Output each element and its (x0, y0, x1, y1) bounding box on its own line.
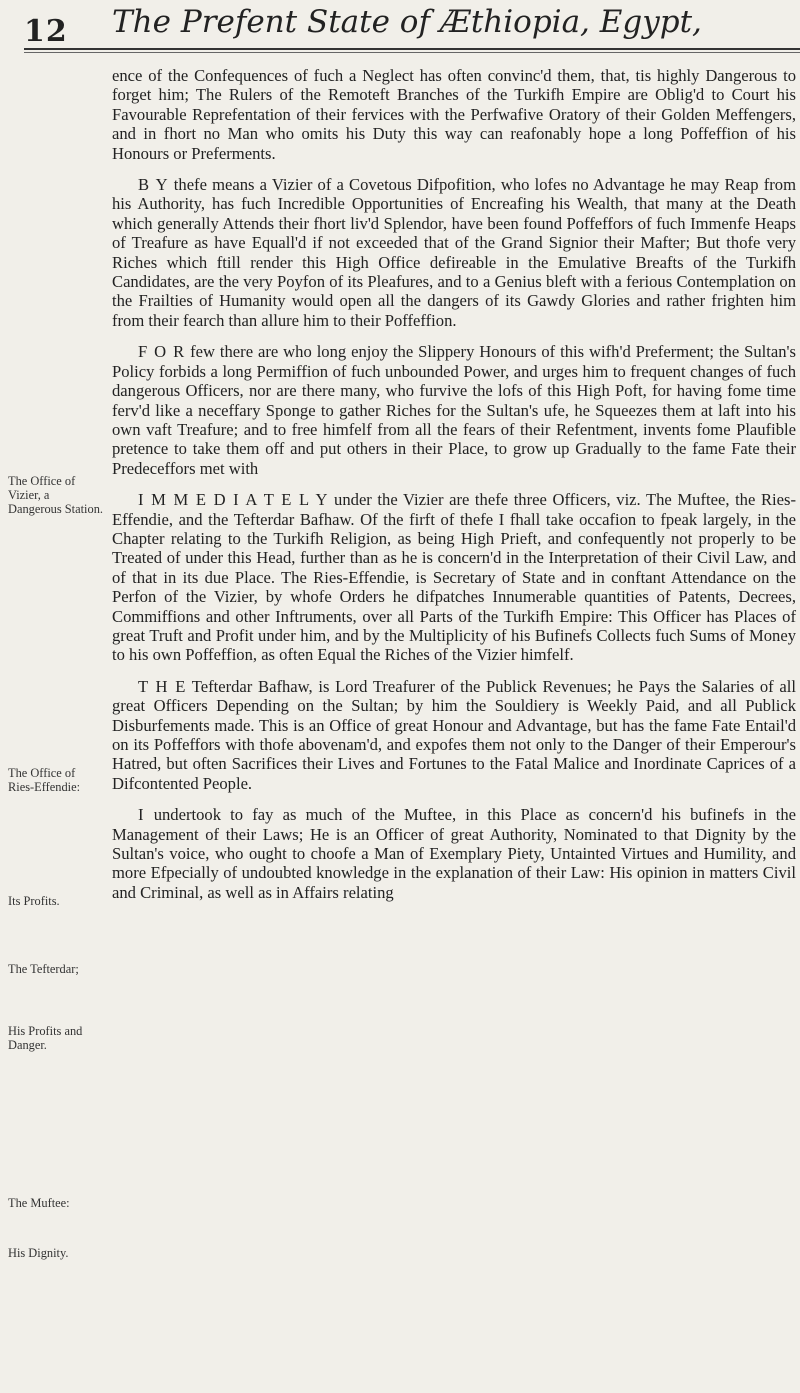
margin-note: The Office of Vizier, a Dangerous Station. (8, 474, 103, 516)
margin-note: The Office of Ries-Effendie: (8, 766, 81, 794)
margin-note: Its Profits. (8, 894, 60, 908)
running-title: The Prefent State of Æthiopia, Egypt, (112, 4, 702, 40)
paragraph-body: few there are who long enjoy the Slippery Honours of this wifh'd Preferment; the Sultan's Policy forbids a long Permiffion of fuch unbounded Power, and urges him to frequent changes of fuch dangerous Officers, nor are there many, who furvive the lofs of this High Poft, for having fome time ferv'd like a neceffary Sponge to gather Riches for the Sultan's ufe, he Squeezes them at laft into his own vaft Treafure; and to free himfelf from all the fears of their Refentment, invents fome Plaufible pretence to take them off and put others in their Place, to grow up Gradually to the fame Fate their Predeceffors met with (112, 342, 796, 478)
paragraph-lead: I (138, 805, 145, 825)
margin-note: The Muftee: (8, 1196, 70, 1210)
paragraph (112, 805, 796, 902)
paragraph: ence of the Confequences of fuch a Neglect has often convinc'd them, that, tis highly Dangerous to forget him; The Rulers of the Remoteft Branches of the Turkifh Empire are Oblig'd to Court his Favourable Reprefentation of their fervices with the Perfwafive Oratory of their Golden Meffengers, and in fhort no Man who omits his Duty this way can reafonably hope a long Poffeffion of his Honours or Preferments. (112, 66, 796, 163)
header-rule-thin (24, 52, 800, 53)
paragraph (112, 342, 796, 478)
margin-note: The Tefterdar; (8, 962, 79, 976)
paragraph-body: undertook to fay as much of the Muftee, in this Place as concern'd his bufinefs in the Management of their Laws; He is an Officer of great Authority, Nominated to that Dignity by the Sultan's voice, who ought to choofe a Man of Exemplary Piety, Untainted Virtues and Humility, and more Efpecially of undoubted knowledge in the explanation of their Law: His opinion in matters Civil and Criminal, as well as in Affairs relating (112, 805, 796, 902)
paragraph-lead: B Y (138, 175, 169, 195)
paragraph (112, 490, 796, 665)
text-column (112, 66, 796, 914)
paragraph (112, 175, 796, 330)
paragraph-lead: I M M E D I A T E L Y (138, 490, 329, 510)
header-rule (24, 48, 800, 50)
paragraph-body: under the Vizier are thefe three Officers, viz. The Muftee, the Ries-Effendie, and the Tefterdar Bafhaw. Of the firft of thefe I fhall take occafion to fpeak largely, in the Chapter relating to the Turkifh Religion, as being High Prieft, and confequently not properly to be Treated of under this Head, further than as he is concern'd in the Interpretation of their Civil Law, and of that in its due Place. The Ries-Effendie, is Secretary of State and in conftant Attendance on the Perfon of the Vizier, by whofe Orders he difpatches Innumerable quantities of Patents, Decrees, Commiffions and other Inftruments, over all Parts of the Turkifh Empire: This Officer has Places of great Truft and Profit under him, and by the Multiplicity of his Bufinefs Collects fuch Sums of Money to his own Poffeffion, as often Equal the Riches of the Vizier himfelf. (112, 490, 796, 665)
paragraph-lead: F O R (138, 342, 186, 362)
paragraph-body: thefe means a Vizier of a Covetous Difpofition, who lofes no Advantage he may Reap from his Authority, has fuch Incredible Opportunities of Encreafing his Wealth, that many at the Death which generally Attends their fhort liv'd Splendor, have been found Poffeffors of fuch Immenfe Heaps of Treafure as have Equall'd if not exceeded that of the Grand Signior their Mafter; But thofe very Riches which ftill render this High Office defireable in the Emulative Breafts of the Turkifh Candidates, are the very Poyfon of its Pleafures, and to a Genius bleft with a ferious Contemplation on the Frailties of Humanity would open all the dangers of its Gawdy Glories and rather frighten him from their fearch than allure him to their Poffeffion. (112, 175, 796, 330)
paragraph (112, 677, 796, 793)
page-number: 12 (24, 14, 68, 49)
margin-note: His Dignity. (8, 1246, 69, 1260)
margin-note: His Profits and Danger. (8, 1024, 83, 1052)
paragraph-body: Tefterdar Bafhaw, is Lord Treafurer of the Publick Revenues; he Pays the Salaries of all great Officers Depending on the Sultan; by him the Souldiery is Weekly Paid, and all Publick Disburfements made. This is an Office of great Honour and Advantage, but has the fame Fate Entail'd on its Poffeffors with thofe abovenam'd, and expofes them not only to the Danger of their Emperour's Hatred, but often Sacrifices their Lives and Fortunes to the Fatal Malice and Inordinate Caprices of a Difcontented People. (112, 676, 796, 793)
paragraph-lead: T H E (138, 676, 187, 696)
